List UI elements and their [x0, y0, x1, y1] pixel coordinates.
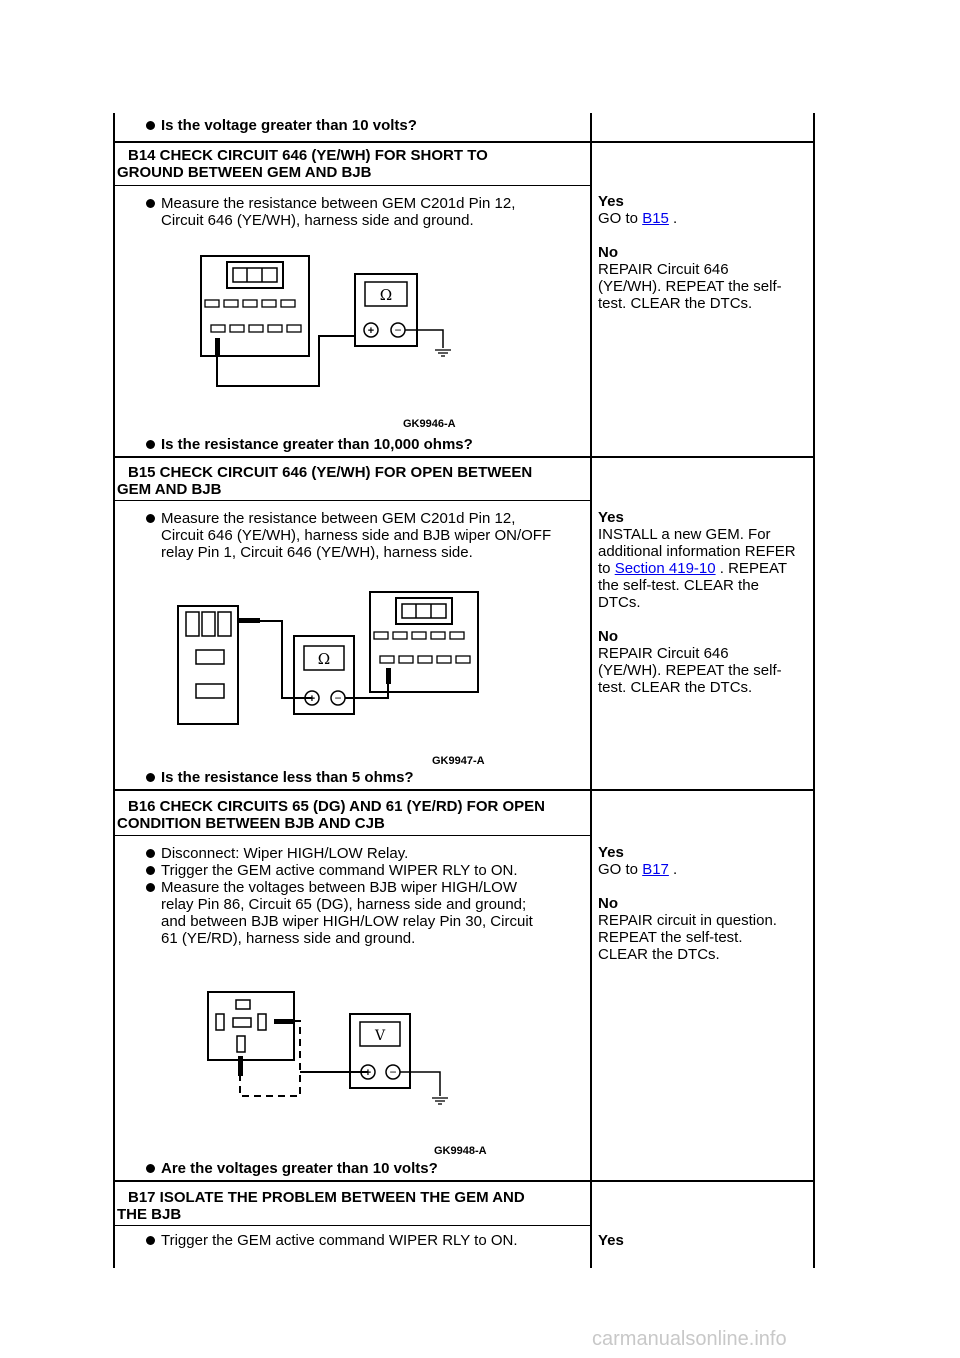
multimeter — [350, 1014, 410, 1088]
bullet-icon — [146, 883, 155, 892]
svg-text:+: + — [367, 325, 375, 337]
b14-title-line1: B14 CHECK CIRCUIT 646 (YE/WH) FOR SHORT TO — [128, 147, 488, 164]
b15-title: B15 CHECK CIRCUIT 646 (YE/WH) FOR OPEN BETWEEN GEM AND BJB — [117, 464, 533, 498]
b14-title-line2: GROUND BETWEEN GEM AND BJB — [117, 164, 372, 181]
b15-question-text: Is the resistance less than 5 ohms? — [161, 769, 414, 786]
b16-question-text: Are the voltages greater than 10 volts? — [161, 1160, 438, 1177]
no-label: No — [598, 244, 618, 261]
relay-box — [178, 606, 238, 724]
probe-tip-2 — [238, 1056, 243, 1076]
ohm-symbol: Ω — [317, 650, 331, 668]
connector-pins-row2 — [211, 325, 301, 332]
table-column-divider — [590, 113, 592, 1268]
bullet-icon — [146, 440, 155, 449]
test-lead — [217, 336, 355, 386]
ohm-symbol: Ω — [379, 286, 393, 304]
row-divider — [113, 789, 815, 791]
b14-result: Yes GO to B15 . No REPAIR Circuit 646 (YE/WH). REPEAT the self- test. CLEAR the DTCs. — [598, 193, 810, 312]
svg-text:−: − — [389, 1065, 397, 1079]
svg-text:+: + — [364, 1067, 372, 1079]
probe-tip — [215, 338, 220, 356]
bullet-icon — [146, 866, 155, 875]
step-divider — [113, 185, 592, 186]
watermark: carmanualsonline.info — [592, 1328, 787, 1350]
bullet-icon — [146, 1164, 155, 1173]
dashed-lead — [240, 1021, 300, 1096]
bullet-icon — [146, 199, 155, 208]
table-right-border — [813, 113, 815, 1268]
bullet-icon — [146, 849, 155, 858]
svg-text:−: − — [394, 323, 402, 337]
b14-title — [117, 147, 587, 181]
b14-question-text: Is the resistance greater than 10,000 ohms? — [161, 436, 473, 453]
b16-title: B16 CHECK CIRCUITS 65 (DG) AND 61 (YE/RD) FOR OPEN CONDITION BETWEEN BJB AND CJB — [117, 798, 545, 832]
probe-tip-2 — [386, 668, 391, 684]
test-lead-2 — [345, 682, 388, 698]
svg-text:+: + — [308, 693, 316, 705]
step-divider — [113, 500, 592, 501]
question-text: Is the voltage greater than 10 volts? — [161, 117, 417, 134]
figure-id: GK9948-A — [434, 1145, 487, 1157]
volt-symbol: V — [374, 1028, 386, 1044]
b14-step-line2: Circuit 646 (YE/WH), harness side and ground. — [161, 212, 474, 229]
b14-step-line1: Measure the resistance between GEM C201d Pin 12, — [161, 195, 516, 212]
b17-yes-label: Yes — [598, 1232, 624, 1249]
connector-pins-row1 — [205, 300, 295, 307]
probe-tip — [274, 1019, 294, 1024]
bullet-icon — [146, 1236, 155, 1245]
b14-diagram — [195, 250, 495, 430]
b17-title: B17 ISOLATE THE PROBLEM BETWEEN THE GEM AND THE BJB — [117, 1189, 525, 1223]
row-divider — [113, 456, 815, 458]
ground-icon — [435, 350, 451, 356]
row-divider — [113, 1180, 815, 1182]
ground-icon — [432, 1098, 448, 1104]
section-419-10-link[interactable]: Section 419-10 — [614, 560, 716, 577]
bullet-icon — [146, 514, 155, 523]
ground-lead — [400, 1072, 440, 1096]
multimeter — [294, 636, 354, 714]
row-divider — [113, 141, 815, 143]
yes-label: Yes — [598, 193, 624, 210]
b15-link[interactable]: B15 — [642, 210, 669, 227]
svg-text:−: − — [334, 691, 342, 705]
bullet-icon — [146, 773, 155, 782]
figure-id: GK9947-A — [432, 755, 485, 767]
step-divider — [113, 1225, 592, 1226]
figure-id: GK9946-A — [403, 418, 456, 430]
b15-diagram — [170, 584, 500, 768]
b16-result: Yes GO to B17 . No REPAIR circuit in question. REPEAT the self-test. CLEAR the DTCs. — [598, 844, 777, 963]
bullet-icon — [146, 121, 155, 130]
step-divider — [113, 835, 592, 836]
b15-result: Yes INSTALL a new GEM. For additional information REFER to Section 419-10 . REPEAT the self-test. CLEAR the DTCs. No REPAIR Circuit 646 (YE/WH). REPEAT the self- test. CLEAR the DTCs. — [598, 509, 796, 696]
table-left-border — [113, 113, 115, 1268]
b17-link[interactable]: B17 — [642, 861, 669, 878]
connector-latch — [227, 262, 283, 288]
probe-tip — [238, 618, 260, 623]
b16-diagram — [200, 984, 490, 1160]
